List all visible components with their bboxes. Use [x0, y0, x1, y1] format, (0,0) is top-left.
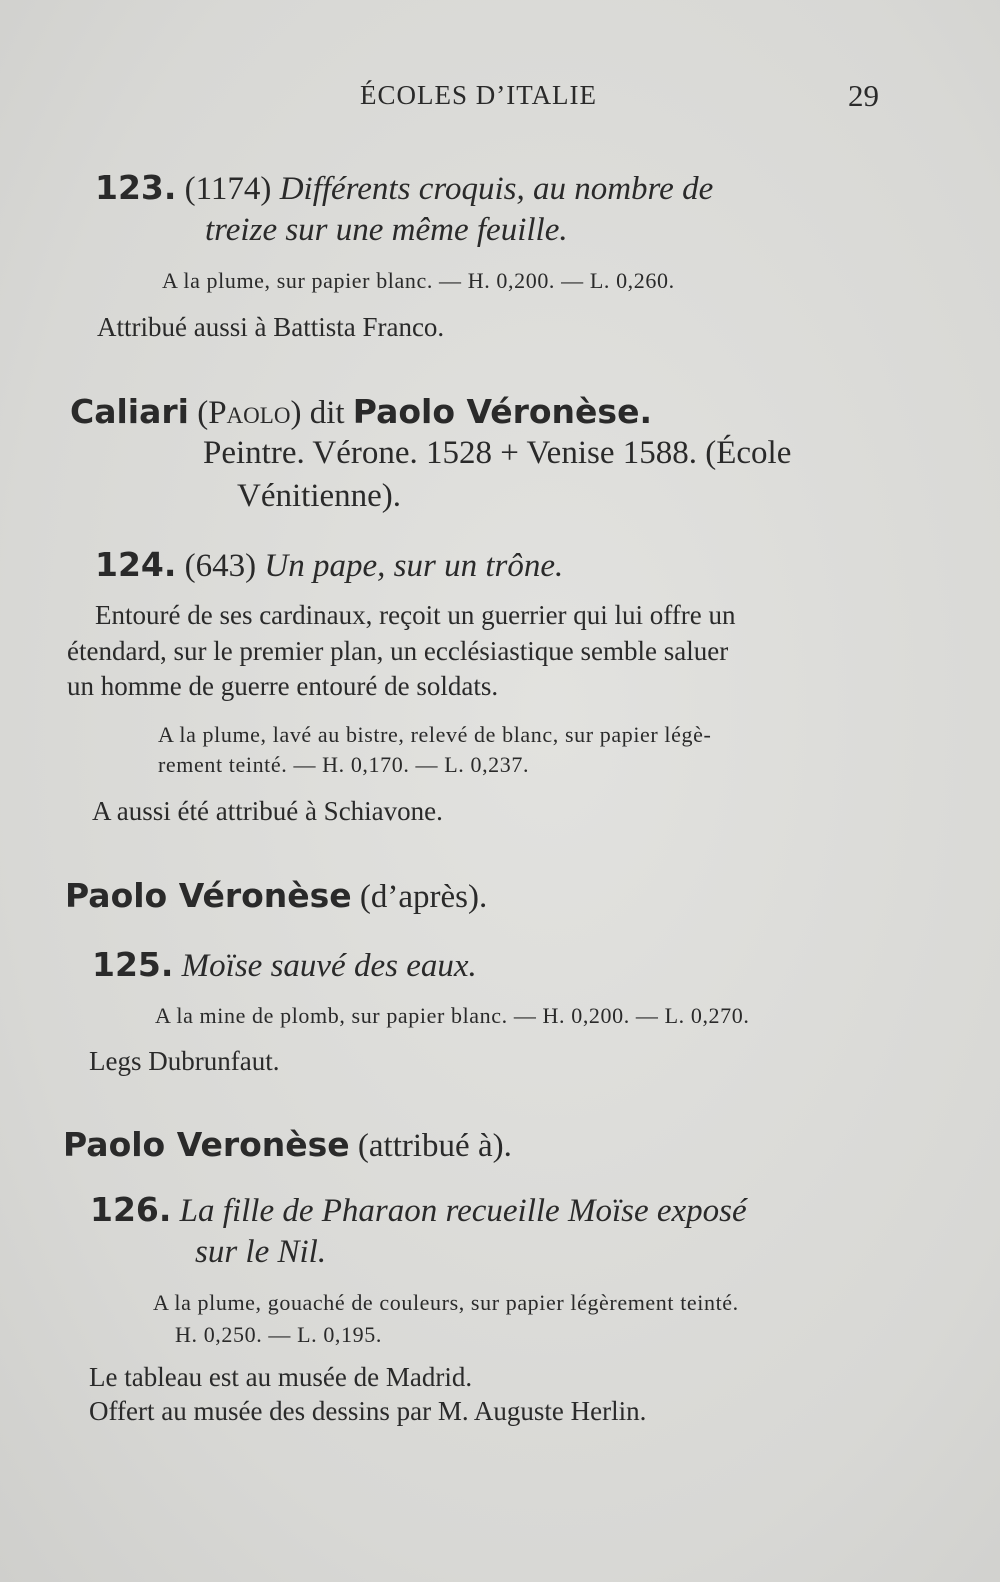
- inventory-number: (643): [184, 548, 257, 584]
- running-title: ÉCOLES D’ITALIE: [360, 80, 598, 110]
- entry-technique: A la plume, lavé au bistre, relevé de blanc, sur papier légè-: [158, 722, 712, 747]
- artist-given-name: (Paolo): [197, 395, 302, 431]
- entry-number: 123.: [95, 168, 177, 207]
- entry-description-line: un homme de guerre entouré de soldats.: [67, 671, 499, 701]
- entry-number: 126.: [90, 1190, 172, 1229]
- entry-125-heading: [92, 945, 477, 985]
- entry-note: A aussi été attribué à Schiavone.: [92, 796, 443, 826]
- entry-title-continued: treize sur une même feuille.: [205, 212, 568, 248]
- entry-technique-continued: H. 0,250. — L. 0,195.: [175, 1322, 382, 1347]
- artist-heading: [70, 392, 652, 432]
- artist-heading: [65, 876, 487, 916]
- entry-note: Offert au musée des dessins par M. Auguste Herlin.: [89, 1396, 647, 1426]
- entry-number: 125.: [92, 945, 174, 984]
- entry-number: 124.: [95, 545, 177, 584]
- entry-description-line: étendard, sur le premier plan, un ecclésiastique semble saluer: [67, 636, 729, 666]
- entry-note: Attribué aussi à Battista Franco.: [97, 312, 445, 342]
- entry-title: Différents croquis, au nombre de: [279, 171, 714, 207]
- entry-title: Un pape, sur un trône.: [264, 548, 564, 584]
- entry-title: La fille de Pharaon recueille Moïse exposé: [179, 1193, 747, 1229]
- entry-title-continued: sur le Nil.: [195, 1234, 327, 1270]
- entry-technique-continued: rement teinté. — H. 0,170. — L. 0,237.: [158, 752, 530, 777]
- entry-126-heading: [90, 1190, 747, 1230]
- artist-alias: Paolo Véronèse.: [352, 392, 652, 431]
- entry-description: Entouré de ses cardinaux, reçoit un guerrier qui lui offre un: [95, 600, 736, 630]
- artist-heading: [63, 1125, 512, 1165]
- entry-note: Legs Dubrunfaut.: [89, 1046, 280, 1076]
- artist-qualifier: (attribué à).: [357, 1128, 512, 1164]
- artist-bio: Peintre. Vérone. 1528 + Venise 1588. (École: [203, 435, 792, 471]
- artist-qualifier: (d’après).: [359, 879, 488, 915]
- artist-dit: dit: [309, 395, 345, 431]
- page-number: 29: [848, 78, 879, 113]
- entry-123-heading: [95, 168, 713, 208]
- artist-name: Paolo Veronèse: [63, 1125, 350, 1164]
- entry-title: Moïse sauvé des eaux.: [181, 948, 477, 984]
- entry-124-heading: [95, 545, 563, 585]
- artist-surname: Caliari: [70, 392, 189, 431]
- artist-name: Paolo Véronèse: [65, 876, 352, 915]
- entry-technique: A la plume, sur papier blanc. — H. 0,200. — L. 0,260.: [162, 268, 675, 293]
- inventory-number: (1174): [184, 171, 272, 207]
- entry-note: Le tableau est au musée de Madrid.: [89, 1362, 473, 1392]
- entry-technique: A la plume, gouaché de couleurs, sur papier légèrement teinté.: [153, 1290, 739, 1315]
- artist-bio-continued: Vénitienne).: [237, 478, 402, 514]
- entry-technique: A la mine de plomb, sur papier blanc. — H. 0,200. — L. 0,270.: [155, 1003, 750, 1028]
